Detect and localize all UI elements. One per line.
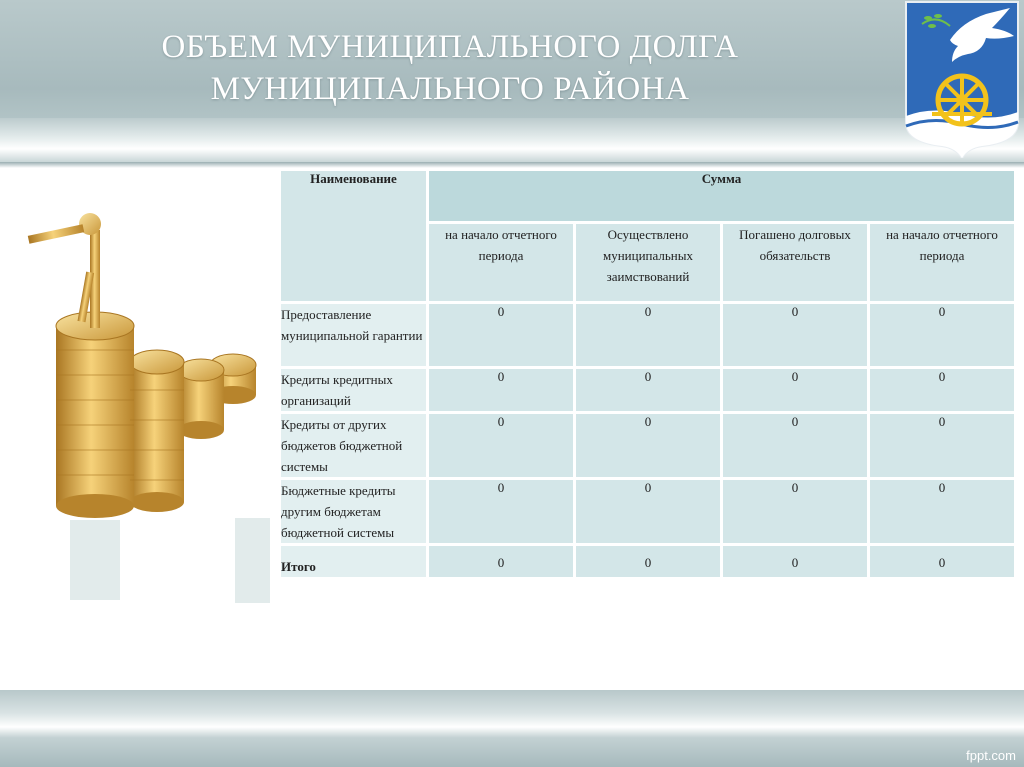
cell-value: 0 <box>576 304 720 366</box>
cell-value: 0 <box>576 546 720 577</box>
cell-value: 0 <box>870 414 1014 477</box>
table-row <box>281 480 1014 543</box>
coat-of-arms-icon <box>902 0 1022 158</box>
subheader-start-period: на начало отчетного периода <box>429 224 573 301</box>
column-header-name: Наименование <box>281 171 426 301</box>
cell-value: 0 <box>870 369 1014 411</box>
cell-value: 0 <box>723 546 867 577</box>
debt-table <box>278 168 1017 580</box>
watermark: fppt.com <box>966 748 1016 763</box>
cell-value: 0 <box>723 369 867 411</box>
subheader-borrowings: Осуществлено муниципальных заимствований <box>576 224 720 301</box>
cell-value: 0 <box>870 304 1014 366</box>
title-line-1: ОБЪЕМ МУНИЦИПАЛЬНОГО ДОЛГА <box>161 29 739 65</box>
table-row <box>281 414 1014 477</box>
cell-value: 0 <box>429 480 573 543</box>
cell-value: 0 <box>723 480 867 543</box>
cell-value: 0 <box>429 304 573 366</box>
title-line-2: МУНИЦИПАЛЬНОГО РАЙОНА <box>210 71 690 107</box>
column-header-sum: Сумма <box>429 171 1014 221</box>
cell-value: 0 <box>576 480 720 543</box>
cell-value: 0 <box>723 414 867 477</box>
cell-value: 0 <box>429 369 573 411</box>
cell-value: 0 <box>870 480 1014 543</box>
cell-value: 0 <box>576 369 720 411</box>
cell-value: 0 <box>429 546 573 577</box>
cell-value: 0 <box>870 546 1014 577</box>
cell-value: 0 <box>723 304 867 366</box>
row-name: Кредиты от других бюджетов бюджетной системы <box>281 414 426 477</box>
row-name-total: Итого <box>281 546 426 577</box>
coin-stacks-illustration-icon <box>20 200 280 620</box>
cell-value: 0 <box>576 414 720 477</box>
row-name: Бюджетные кредиты другим бюджетам бюджетной системы <box>281 480 426 543</box>
subheader-start-period-2: на начало отчетного периода <box>870 224 1014 301</box>
table-row <box>281 304 1014 366</box>
table-row-total <box>281 546 1014 577</box>
subheader-repaid: Погашено долговых обязательств <box>723 224 867 301</box>
table-row <box>281 369 1014 411</box>
slide-title <box>110 26 790 110</box>
row-name: Кредиты кредитных организаций <box>281 369 426 411</box>
cell-value: 0 <box>429 414 573 477</box>
row-name: Предоставление муниципальной гарантии <box>281 304 426 366</box>
footer-band <box>0 690 1024 767</box>
